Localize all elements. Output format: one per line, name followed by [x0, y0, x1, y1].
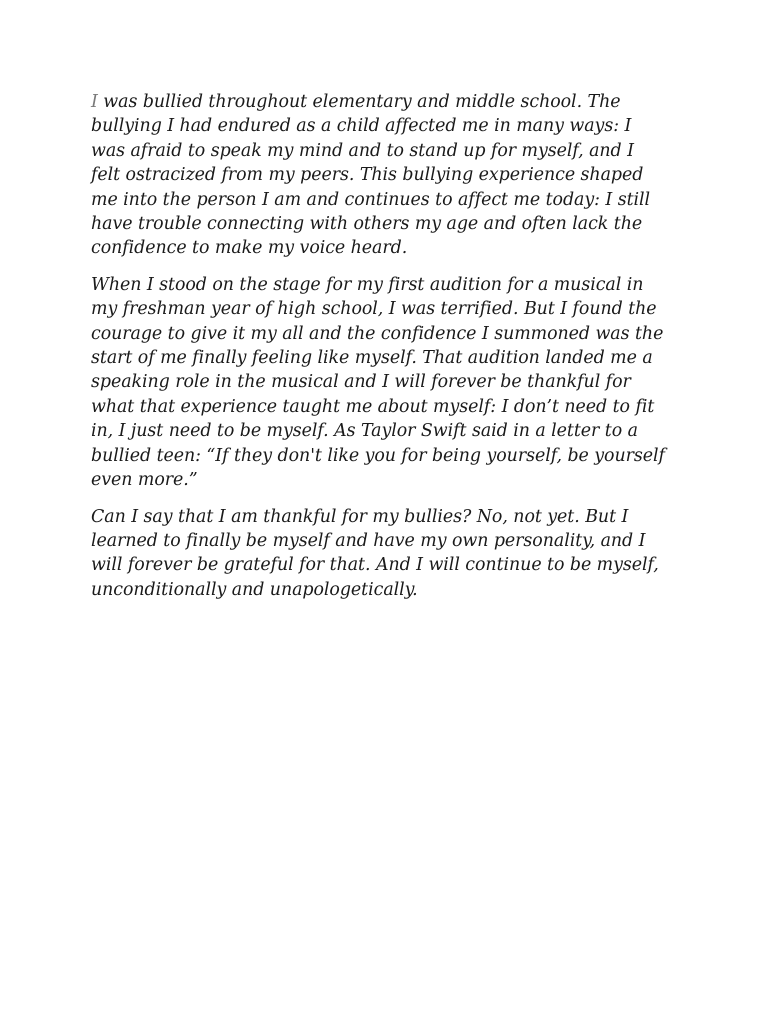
paragraph-1	[91, 90, 691, 261]
paragraph-2	[91, 273, 691, 493]
paragraph-3-text: Can I say that I am thankful for my bullies? No, not yet. But I learned to finally be myself and have my own personality, and I will forever be grateful for that. And I will continue to be myself, unconditionally and unapologetically.	[91, 506, 659, 600]
paragraph-1-text: was bullied throughout elementary and middle school. The bullying I had endured as a child affected me in many ways: I was afraid to speak my mind and to stand up for myself, and I felt ostracized from my peers. This bullying experience shaped me into the person I am and continues to affect me today: I still have trouble connecting with others my age and often lack the confidence to make my voice heard.	[91, 92, 651, 259]
paragraph-initial: I	[91, 92, 98, 112]
essay-body	[91, 90, 691, 614]
paragraph-3	[91, 505, 691, 603]
paragraph-2-text: When I stood on the stage for my first audition for a musical in my freshman year of high school, I was terrified. But I found the courage to give it my all and the confidence I summoned was the start of me finally feeling like myself. That audition landed me a speaking role in the musical and I will forever be thankful for what that experience taught me about myself: I don’t need to fit in, I just need to be myself. As Taylor Swift said in a letter to a bullied teen: “If they don't like you for being yourself, be yourself even more.”	[91, 274, 665, 491]
